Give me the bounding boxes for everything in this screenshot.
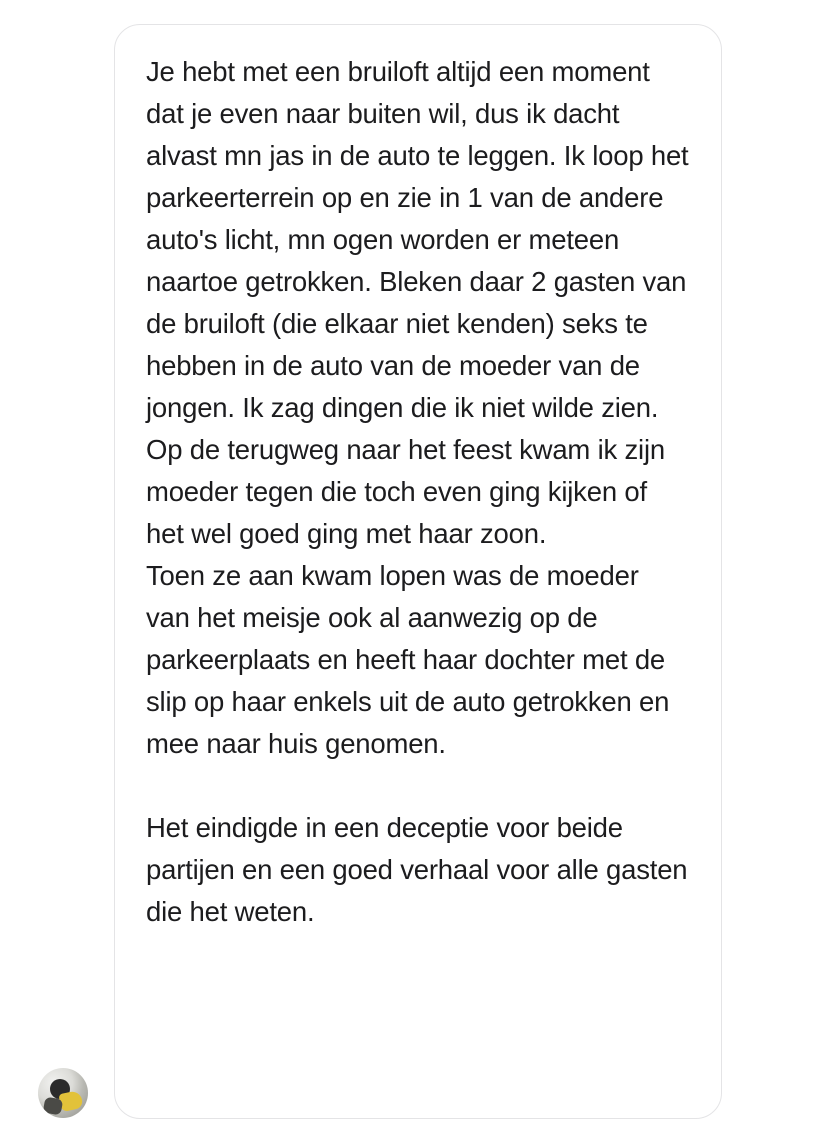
- message-paragraph-4: Het eindigde in een deceptie voor beide partijen en een goed verhaal voor alle gasten die het weten.: [146, 812, 695, 927]
- avatar-shape-yellow-icon: [58, 1090, 83, 1112]
- sender-avatar[interactable]: [38, 1068, 88, 1118]
- message-paragraph-2: Op de terugweg naar het feest kwam ik zijn moeder tegen die toch even ging kijken of het wel goed ging met haar zoon.: [146, 434, 673, 549]
- message-paragraph-3: Toen ze aan kwam lopen was de moeder van het meisje ook al aanwezig op de parkeerplaats en heeft haar dochter met de slip op haar enkels uit de auto getrokken en mee naar huis genomen.: [146, 560, 677, 759]
- message-paragraph-1: Je hebt met een bruiloft altijd een moment dat je even naar buiten wil, dus ik dacht alvast mn jas in de auto te leggen. Ik loop het parkeerterrein op en zie in 1 van de andere auto's licht, mn ogen worden er meteen naartoe getrokken. Bleken daar 2 gasten van de bruiloft (die elkaar niet kenden) seks te hebben in de auto van de moeder van de jongen. Ik zag dingen die ik niet wilde zien.: [146, 56, 696, 423]
- avatar-shape-gray-icon: [43, 1097, 64, 1116]
- message-bubble[interactable]: [114, 24, 722, 1119]
